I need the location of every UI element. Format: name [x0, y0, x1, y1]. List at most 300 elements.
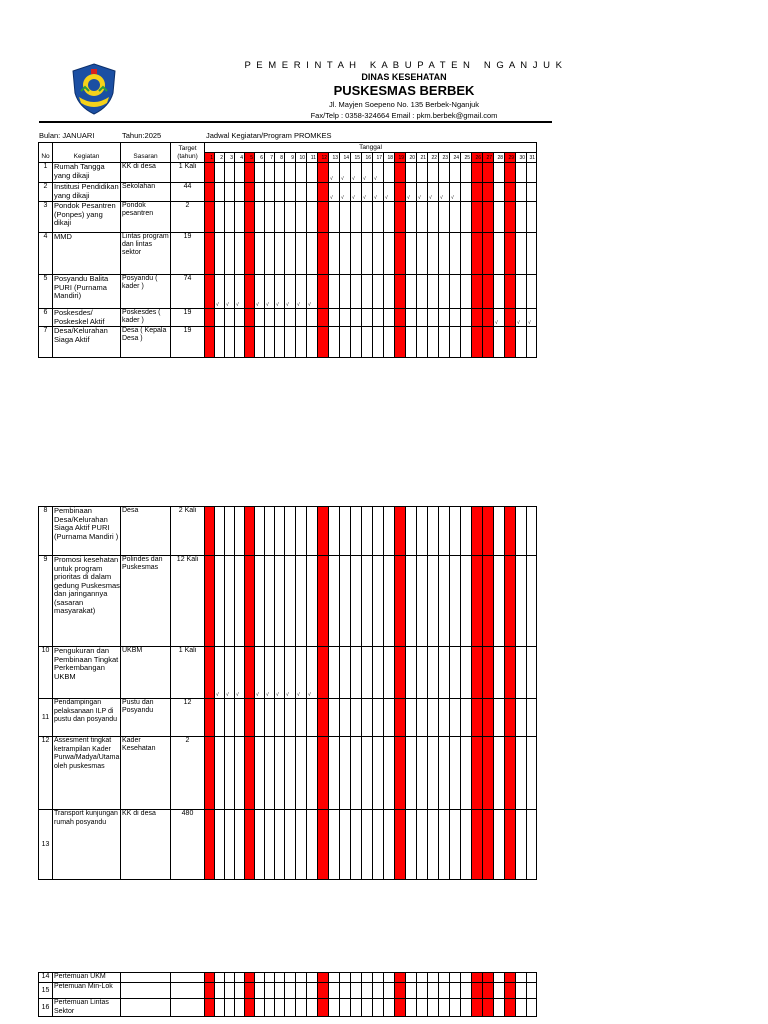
day-cell-31: [527, 647, 537, 699]
day-cell-17: [373, 983, 384, 999]
day-cell-18: [384, 647, 395, 699]
day-cell-5: [245, 327, 255, 358]
check-mark: √: [308, 692, 311, 698]
day-cell-21: [417, 810, 428, 880]
row-kegiatan: Desa/Kelurahan Siaga Aktif: [53, 327, 121, 358]
day-cell-19: [395, 327, 406, 358]
row-target: 19: [171, 233, 205, 275]
check-mark: √: [297, 302, 300, 308]
day-cell-18: [384, 973, 395, 983]
day-cell-7: [265, 202, 275, 233]
table-row: [39, 202, 537, 233]
header-day-8: 8: [275, 153, 285, 163]
day-cell-21: [417, 983, 428, 999]
row-no: 16: [39, 999, 53, 1017]
day-cell-11: [307, 183, 318, 202]
day-cell-13: [329, 507, 340, 556]
day-cell-3: [225, 309, 235, 327]
day-cell-30: [516, 999, 527, 1017]
day-cell-27: [483, 983, 494, 999]
row-kegiatan: Promosi kesehatan untuk program prioritas di dalam gedung Puskesmas dan jaringannya (sasaran masyarakat): [53, 556, 121, 647]
day-cell-23: [439, 275, 450, 309]
day-cell-3: [225, 737, 235, 810]
row-no: 11: [39, 699, 53, 737]
day-cell-2: [215, 163, 225, 183]
day-cell-30: [516, 327, 527, 358]
header-sasaran: Sasaran: [121, 153, 171, 163]
day-cell-29: [505, 309, 516, 327]
header-row-days: [39, 153, 537, 163]
row-no: 13: [39, 810, 53, 880]
day-cell-3: [225, 327, 235, 358]
day-cell-18: [384, 810, 395, 880]
day-cell-13: [329, 810, 340, 880]
header-day-3: 3: [225, 153, 235, 163]
day-cell-24: [450, 810, 461, 880]
day-cell-11: [307, 810, 318, 880]
table-row: [39, 233, 537, 275]
schedule-table-1: [38, 142, 537, 358]
row-kegiatan: Poskesdes/ Poskeskel Aktif: [53, 309, 121, 327]
day-cell-16: [362, 202, 373, 233]
day-cell-2: [215, 647, 225, 699]
day-cell-29: [505, 556, 516, 647]
day-cell-12: [318, 507, 329, 556]
day-cell-31: [527, 202, 537, 233]
day-cell-6: [255, 183, 265, 202]
day-cell-27: [483, 233, 494, 275]
check-mark: √: [226, 302, 229, 308]
day-cell-20: [406, 275, 417, 309]
day-cell-23: [439, 556, 450, 647]
check-mark: √: [286, 692, 289, 698]
day-cell-13: [329, 737, 340, 810]
day-cell-31: [527, 973, 537, 983]
day-cell-24: [450, 202, 461, 233]
row-no: 5: [39, 275, 53, 309]
day-cell-20: [406, 183, 417, 202]
day-cell-27: [483, 647, 494, 699]
day-cell-15: [351, 309, 362, 327]
day-cell-6: [255, 275, 265, 309]
row-kegiatan: Posyandu Balita PURI (Purnama Mandiri): [53, 275, 121, 309]
day-cell-26: [472, 556, 483, 647]
day-cell-5: [245, 507, 255, 556]
day-cell-4: [235, 233, 245, 275]
letterhead-title: PUSKESMAS BERBEK: [333, 83, 475, 98]
day-cell-28: [494, 327, 505, 358]
day-cell-12: [318, 275, 329, 309]
day-cell-4: [235, 507, 245, 556]
day-cell-11: [307, 647, 318, 699]
table-row: [39, 309, 537, 327]
day-cell-17: [373, 163, 384, 183]
day-cell-5: [245, 556, 255, 647]
header-blank: [53, 143, 121, 153]
day-cell-20: [406, 647, 417, 699]
day-cell-2: [215, 183, 225, 202]
day-cell-20: [406, 737, 417, 810]
day-cell-10: [296, 275, 307, 309]
day-cell-16: [362, 983, 373, 999]
day-cell-15: [351, 699, 362, 737]
day-cell-9: [285, 983, 296, 999]
day-cell-24: [450, 309, 461, 327]
table-row: [39, 810, 537, 880]
day-cell-7: [265, 309, 275, 327]
row-target: 2: [171, 202, 205, 233]
day-cell-25: [461, 202, 472, 233]
day-cell-31: [527, 999, 537, 1017]
row-sasaran: [121, 973, 171, 983]
day-cell-22: [428, 556, 439, 647]
day-cell-18: [384, 233, 395, 275]
meta-tahun: Tahun:2025: [122, 131, 162, 140]
day-cell-19: [395, 973, 406, 983]
day-cell-29: [505, 737, 516, 810]
check-mark: √: [266, 302, 269, 308]
day-cell-22: [428, 983, 439, 999]
check-mark: √: [341, 176, 344, 182]
day-cell-23: [439, 647, 450, 699]
day-cell-10: [296, 647, 307, 699]
day-cell-7: [265, 233, 275, 275]
day-cell-22: [428, 507, 439, 556]
day-cell-6: [255, 309, 265, 327]
header-row-top: [39, 143, 537, 153]
day-cell-16: [362, 647, 373, 699]
day-cell-28: [494, 183, 505, 202]
day-cell-14: [340, 275, 351, 309]
day-cell-11: [307, 999, 318, 1017]
day-cell-26: [472, 327, 483, 358]
day-cell-13: [329, 983, 340, 999]
day-cell-11: [307, 737, 318, 810]
day-cell-10: [296, 556, 307, 647]
check-mark: √: [418, 195, 421, 201]
schedule-table-3: [38, 972, 537, 1017]
day-cell-26: [472, 647, 483, 699]
day-cell-21: [417, 556, 428, 647]
day-cell-31: [527, 507, 537, 556]
day-cell-12: [318, 737, 329, 810]
day-cell-15: [351, 327, 362, 358]
row-kegiatan: Rumah Tangga yang dikaji: [53, 163, 121, 183]
day-cell-15: [351, 810, 362, 880]
day-cell-27: [483, 999, 494, 1017]
day-cell-31: [527, 163, 537, 183]
day-cell-22: [428, 183, 439, 202]
day-cell-2: [215, 202, 225, 233]
check-mark: √: [226, 692, 229, 698]
day-cell-8: [275, 233, 285, 275]
header-day-14: 14: [340, 153, 351, 163]
row-kegiatan: Pondok Pesantren (Ponpes) yang dikaji: [53, 202, 121, 233]
day-cell-14: [340, 699, 351, 737]
day-cell-11: [307, 309, 318, 327]
day-cell-16: [362, 737, 373, 810]
header-day-19: 19: [395, 153, 406, 163]
day-cell-22: [428, 810, 439, 880]
day-cell-30: [516, 233, 527, 275]
day-cell-3: [225, 983, 235, 999]
day-cell-18: [384, 202, 395, 233]
table-row: [39, 647, 537, 699]
day-cell-6: [255, 699, 265, 737]
table-row: [39, 183, 537, 202]
day-cell-9: [285, 309, 296, 327]
day-cell-14: [340, 233, 351, 275]
day-cell-30: [516, 309, 527, 327]
day-cell-1: [205, 233, 215, 275]
day-cell-20: [406, 233, 417, 275]
day-cell-12: [318, 233, 329, 275]
day-cell-22: [428, 737, 439, 810]
day-cell-31: [527, 327, 537, 358]
check-mark: √: [330, 176, 333, 182]
day-cell-19: [395, 507, 406, 556]
day-cell-1: [205, 973, 215, 983]
day-cell-28: [494, 973, 505, 983]
day-cell-19: [395, 983, 406, 999]
day-cell-25: [461, 233, 472, 275]
day-cell-2: [215, 699, 225, 737]
day-cell-4: [235, 973, 245, 983]
day-cell-5: [245, 810, 255, 880]
day-cell-26: [472, 699, 483, 737]
day-cell-20: [406, 309, 417, 327]
day-cell-10: [296, 699, 307, 737]
day-cell-4: [235, 556, 245, 647]
day-cell-27: [483, 309, 494, 327]
day-cell-17: [373, 507, 384, 556]
day-cell-14: [340, 309, 351, 327]
day-cell-9: [285, 327, 296, 358]
day-cell-12: [318, 327, 329, 358]
day-cell-23: [439, 163, 450, 183]
row-target: 44: [171, 183, 205, 202]
day-cell-16: [362, 275, 373, 309]
day-cell-1: [205, 810, 215, 880]
day-cell-7: [265, 183, 275, 202]
header-no: No: [39, 153, 53, 163]
row-kegiatan: Pengukuran dan Pembinaan Tingkat Perkembangan UKBM: [53, 647, 121, 699]
day-cell-12: [318, 810, 329, 880]
day-cell-25: [461, 699, 472, 737]
row-sasaran: Polindes dan Puskesmas: [121, 556, 171, 647]
day-cell-14: [340, 999, 351, 1017]
day-cell-24: [450, 737, 461, 810]
day-cell-2: [215, 556, 225, 647]
day-cell-24: [450, 327, 461, 358]
day-cell-23: [439, 737, 450, 810]
day-cell-17: [373, 999, 384, 1017]
check-mark: √: [385, 195, 388, 201]
day-cell-14: [340, 973, 351, 983]
day-cell-17: [373, 327, 384, 358]
day-cell-6: [255, 973, 265, 983]
row-kegiatan: Pembinaan Desa/Kelurahan Siaga Aktif PURI (Purnama Mandiri ): [53, 507, 121, 556]
day-cell-11: [307, 983, 318, 999]
day-cell-23: [439, 810, 450, 880]
day-cell-1: [205, 507, 215, 556]
day-cell-29: [505, 999, 516, 1017]
day-cell-14: [340, 183, 351, 202]
day-cell-26: [472, 202, 483, 233]
day-cell-22: [428, 647, 439, 699]
day-cell-15: [351, 163, 362, 183]
day-cell-16: [362, 183, 373, 202]
day-cell-7: [265, 163, 275, 183]
day-cell-31: [527, 233, 537, 275]
day-cell-16: [362, 327, 373, 358]
row-target: 2 Kali: [171, 507, 205, 556]
day-cell-3: [225, 163, 235, 183]
check-mark: √: [429, 195, 432, 201]
day-cell-16: [362, 163, 373, 183]
day-cell-5: [245, 983, 255, 999]
day-cell-3: [225, 999, 235, 1017]
day-cell-28: [494, 556, 505, 647]
day-cell-7: [265, 699, 275, 737]
day-cell-9: [285, 275, 296, 309]
day-cell-19: [395, 183, 406, 202]
day-cell-23: [439, 973, 450, 983]
day-cell-24: [450, 699, 461, 737]
schedule-table-2: [38, 506, 537, 880]
check-mark: √: [374, 195, 377, 201]
day-cell-30: [516, 737, 527, 810]
day-cell-6: [255, 327, 265, 358]
day-cell-20: [406, 983, 417, 999]
row-no: 6: [39, 309, 53, 327]
day-cell-21: [417, 163, 428, 183]
day-cell-31: [527, 556, 537, 647]
day-cell-27: [483, 973, 494, 983]
day-cell-20: [406, 699, 417, 737]
day-cell-30: [516, 183, 527, 202]
day-cell-11: [307, 699, 318, 737]
day-cell-25: [461, 556, 472, 647]
day-cell-9: [285, 973, 296, 983]
header-blank: [121, 143, 171, 153]
day-cell-21: [417, 327, 428, 358]
row-sasaran: Desa: [121, 507, 171, 556]
day-cell-7: [265, 973, 275, 983]
check-mark: √: [517, 320, 520, 326]
day-cell-4: [235, 737, 245, 810]
day-cell-16: [362, 999, 373, 1017]
day-cell-9: [285, 647, 296, 699]
day-cell-1: [205, 309, 215, 327]
day-cell-7: [265, 810, 275, 880]
day-cell-4: [235, 810, 245, 880]
header-day-16: 16: [362, 153, 373, 163]
day-cell-22: [428, 233, 439, 275]
day-cell-18: [384, 737, 395, 810]
day-cell-15: [351, 507, 362, 556]
day-cell-21: [417, 275, 428, 309]
day-cell-28: [494, 983, 505, 999]
header-day-2: 2: [215, 153, 225, 163]
day-cell-12: [318, 699, 329, 737]
row-target: 19: [171, 327, 205, 358]
day-cell-12: [318, 556, 329, 647]
check-mark: √: [236, 692, 239, 698]
day-cell-27: [483, 699, 494, 737]
day-cell-3: [225, 507, 235, 556]
day-cell-17: [373, 973, 384, 983]
day-cell-4: [235, 183, 245, 202]
table-row: [39, 699, 537, 737]
day-cell-28: [494, 507, 505, 556]
day-cell-29: [505, 810, 516, 880]
day-cell-14: [340, 327, 351, 358]
header-day-6: 6: [255, 153, 265, 163]
day-cell-26: [472, 183, 483, 202]
day-cell-19: [395, 275, 406, 309]
day-cell-9: [285, 556, 296, 647]
row-target: 480: [171, 810, 205, 880]
day-cell-10: [296, 507, 307, 556]
header-day-20: 20: [406, 153, 417, 163]
day-cell-6: [255, 556, 265, 647]
day-cell-31: [527, 737, 537, 810]
day-cell-17: [373, 183, 384, 202]
day-cell-8: [275, 973, 285, 983]
day-cell-28: [494, 647, 505, 699]
day-cell-2: [215, 983, 225, 999]
day-cell-22: [428, 699, 439, 737]
day-cell-19: [395, 810, 406, 880]
day-cell-9: [285, 737, 296, 810]
header-day-12: 12: [318, 153, 329, 163]
day-cell-18: [384, 163, 395, 183]
day-cell-2: [215, 507, 225, 556]
day-cell-23: [439, 507, 450, 556]
day-cell-18: [384, 556, 395, 647]
day-cell-9: [285, 507, 296, 556]
check-mark: √: [276, 692, 279, 698]
day-cell-22: [428, 973, 439, 983]
day-cell-25: [461, 737, 472, 810]
day-cell-16: [362, 507, 373, 556]
day-cell-16: [362, 699, 373, 737]
day-cell-31: [527, 810, 537, 880]
day-cell-21: [417, 202, 428, 233]
day-cell-26: [472, 737, 483, 810]
day-cell-15: [351, 999, 362, 1017]
header-day-9: 9: [285, 153, 296, 163]
day-cell-20: [406, 202, 417, 233]
day-cell-26: [472, 275, 483, 309]
day-cell-4: [235, 327, 245, 358]
day-cell-2: [215, 737, 225, 810]
day-cell-8: [275, 737, 285, 810]
day-cell-15: [351, 202, 362, 233]
day-cell-18: [384, 699, 395, 737]
check-mark: √: [352, 195, 355, 201]
row-no: 9: [39, 556, 53, 647]
day-cell-11: [307, 327, 318, 358]
table-row: [39, 507, 537, 556]
header-day-23: 23: [439, 153, 450, 163]
day-cell-28: [494, 999, 505, 1017]
day-cell-30: [516, 556, 527, 647]
row-target: 1 Kali: [171, 163, 205, 183]
day-cell-17: [373, 233, 384, 275]
day-cell-2: [215, 233, 225, 275]
